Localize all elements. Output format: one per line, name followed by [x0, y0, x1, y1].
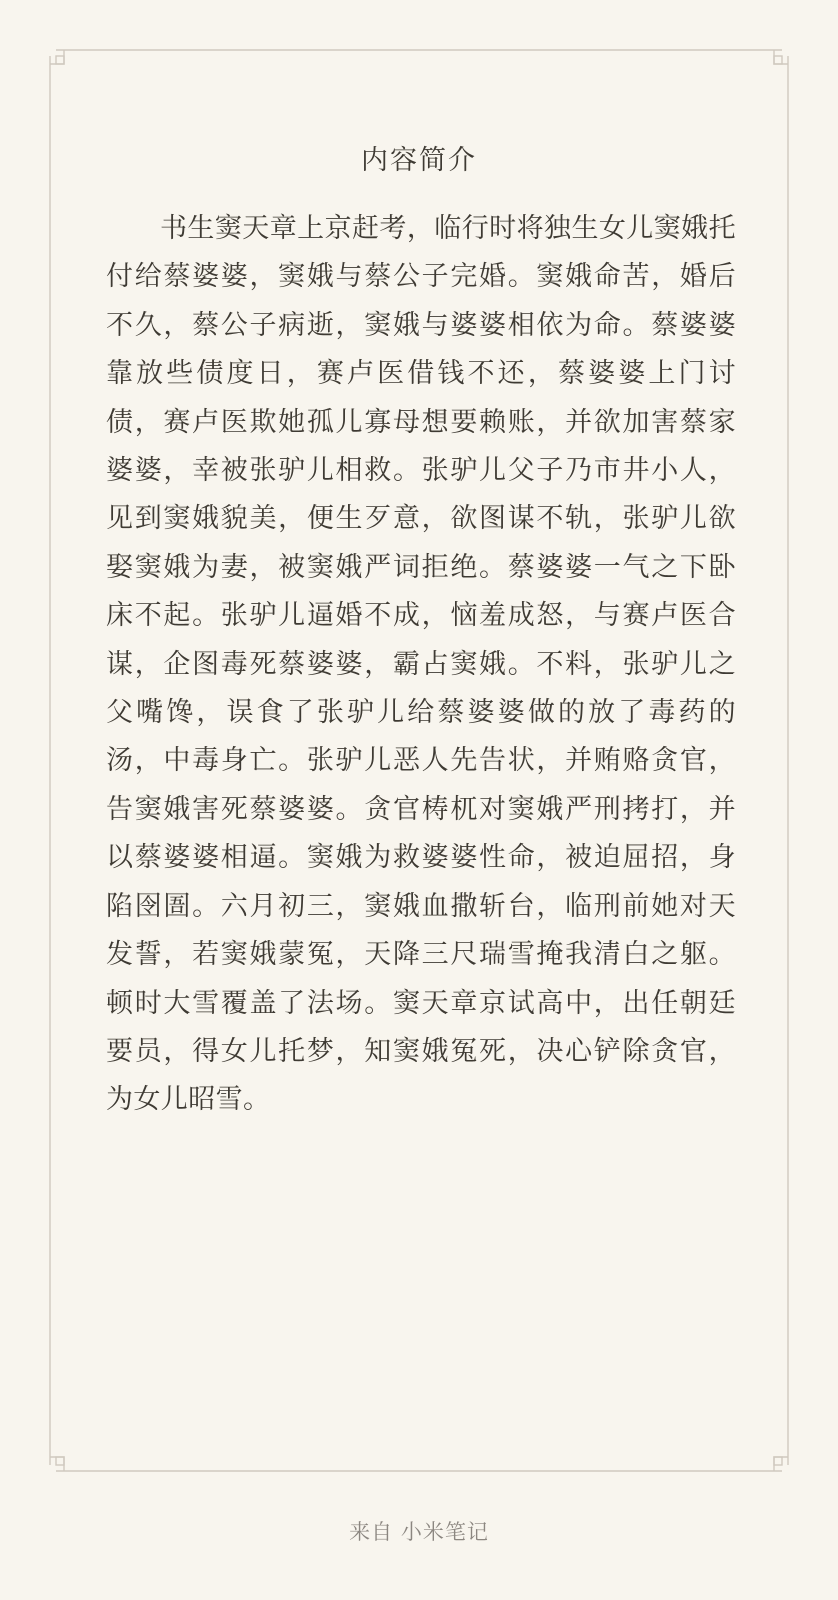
- note-title: 内容简介: [361, 145, 477, 176]
- corner-ornament-top-left: [50, 50, 64, 64]
- note-body: 书生窦天章上京赶考，临行时将独生女儿窦娥托付给蔡婆婆，窦娥与蔡公子完婚。窦娥命苦，婚后不久，蔡公子病逝，窦娥与婆婆相依为命。蔡婆婆靠放些债度日，赛卢医借钱不还，蔡婆婆上门讨债，赛卢医欺她孤儿寡母想要赖账，并欲加害蔡家婆婆，幸被张驴儿相救。张驴儿父子乃市井小人，见到窦娥貌美，便生歹意，欲图谋不轨，张驴儿欲娶窦娥为妻，被窦娥严词拒绝。蔡婆婆一气之下卧床不起。张驴儿逼婚不成，恼羞成怒，与赛卢医合谋，企图毒死蔡婆婆，霸占窦娥。不料，张驴儿之父嘴馋，误食了张驴儿给蔡婆婆做的放了毒药的汤，中毒身亡。张驴儿恶人先告状，并贿赂贪官，告窦娥害死蔡婆婆。贪官梼杌对窦娥严刑拷打，并以蔡婆婆相逼。窦娥为救婆婆性命，被迫屈招，身陷囹圄。六月初三，窦娥血撒斩台，临刑前她对天发誓，若窦娥蒙冤，天降三尺瑞雪掩我清白之躯。顿时大雪覆盖了法场。窦天章京试高中，出任朝廷要员，得女儿托梦，知窦娥冤死，决心铲除贪官，为女儿昭雪。: [106, 213, 736, 1116]
- corner-ornament-bottom-left: [50, 1457, 64, 1471]
- footer-source: 来自 小米笔记: [349, 1520, 489, 1544]
- corner-ornament-top-right: [774, 50, 788, 64]
- corner-ornament-bottom-right: [774, 1457, 788, 1471]
